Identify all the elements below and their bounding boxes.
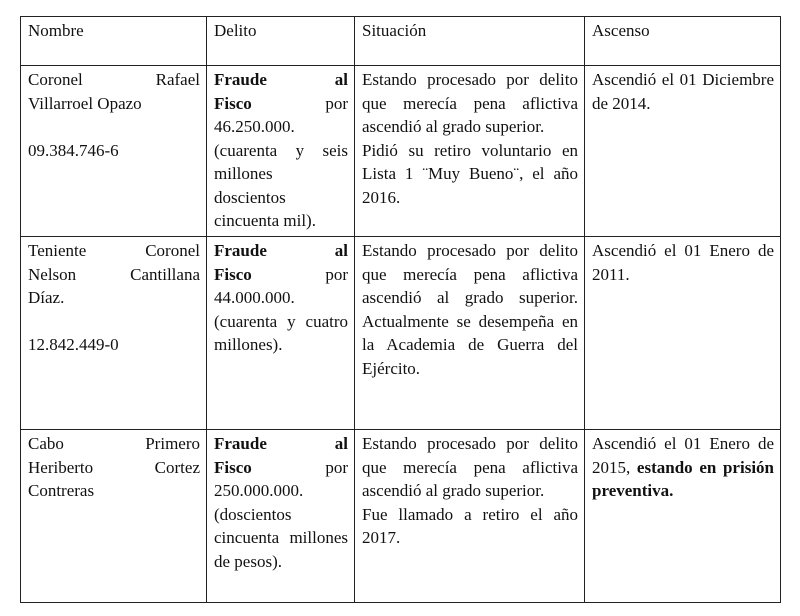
situacion-text: Estando procesado por delito que merecía pena aflictiva ascendió al grado superior.: [362, 70, 578, 136]
delito-bold: Fisco: [214, 264, 252, 284]
situacion-text: Estando procesado por delito que merecía pena aflictiva ascendió al grado superior.: [362, 434, 578, 500]
delito-bold: Fisco: [214, 457, 252, 477]
delito-text: por: [251, 264, 348, 284]
header-nombre: Nombre: [21, 17, 207, 66]
ascenso-bold: estando en prisión preventiva.: [592, 457, 774, 500]
cell-nombre: [21, 66, 207, 237]
officers-table: [20, 16, 781, 603]
cell-delito: [207, 66, 355, 237]
nombre-line: Contreras: [28, 481, 95, 500]
ascenso-text: Ascendió el 01 Diciembre de 2014.: [592, 70, 774, 113]
delito-text: 46.250.000. (cuarenta y seis millones doscientos cincuenta mil).: [214, 117, 348, 230]
rut: 12.842.449-0: [28, 335, 119, 354]
delito-text: por: [251, 457, 348, 477]
cell-delito: [207, 237, 355, 430]
nombre-line: Díaz.: [28, 288, 65, 307]
rut: 09.384.746-6: [28, 140, 119, 160]
delito-text: por: [251, 93, 348, 113]
cell-ascenso: [585, 237, 781, 430]
header-situacion: Situación: [355, 17, 585, 66]
cell-nombre: [21, 430, 207, 603]
delito-bold: Fisco: [214, 93, 252, 113]
table-header-row: [21, 17, 781, 66]
cell-situacion: [355, 430, 585, 603]
delito-bold: Fraude al: [214, 434, 348, 453]
cell-situacion: [355, 66, 585, 237]
situacion-text: Pidió su retiro voluntario en Lista 1 ¨Muy Bueno¨, el año 2016.: [362, 140, 578, 207]
cell-nombre: [21, 237, 207, 430]
header-ascenso: Ascenso: [585, 17, 781, 66]
delito-text: 44.000.000. (cuarenta y cuatro millones).: [214, 288, 348, 354]
table-row: [21, 430, 781, 603]
cell-situacion: [355, 237, 585, 430]
nombre-line: Teniente Coronel: [28, 241, 200, 260]
nombre-line: Cabo Primero: [28, 434, 200, 453]
cell-ascenso: [585, 66, 781, 237]
ascenso-text: Ascendió el 01 Enero de 2015,: [592, 434, 774, 477]
nombre-line: Nelson Cantillana: [28, 264, 200, 284]
nombre-line: Villarroel Opazo: [28, 93, 142, 113]
table-row: [21, 66, 781, 237]
nombre-line: Coronel Rafael: [28, 70, 200, 89]
table-row: [21, 237, 781, 430]
situacion-text: Estando procesado por delito que merecía pena aflictiva ascendió al grado superior. Actualmente se desempeña en la Academia de Guerra del Ejército.: [362, 241, 578, 378]
header-delito: Delito: [207, 17, 355, 66]
delito-text: 250.000.000. (doscientos cincuenta millones de pesos).: [214, 481, 348, 571]
cell-ascenso: [585, 430, 781, 603]
delito-bold: Fraude al: [214, 241, 348, 260]
delito-bold: Fraude al: [214, 70, 348, 89]
cell-delito: [207, 430, 355, 603]
ascenso-text: Ascendió el 01 Enero de 2011.: [592, 241, 774, 284]
situacion-text: Fue llamado a retiro el año 2017.: [362, 504, 578, 547]
nombre-line: Heriberto Cortez: [28, 457, 200, 477]
